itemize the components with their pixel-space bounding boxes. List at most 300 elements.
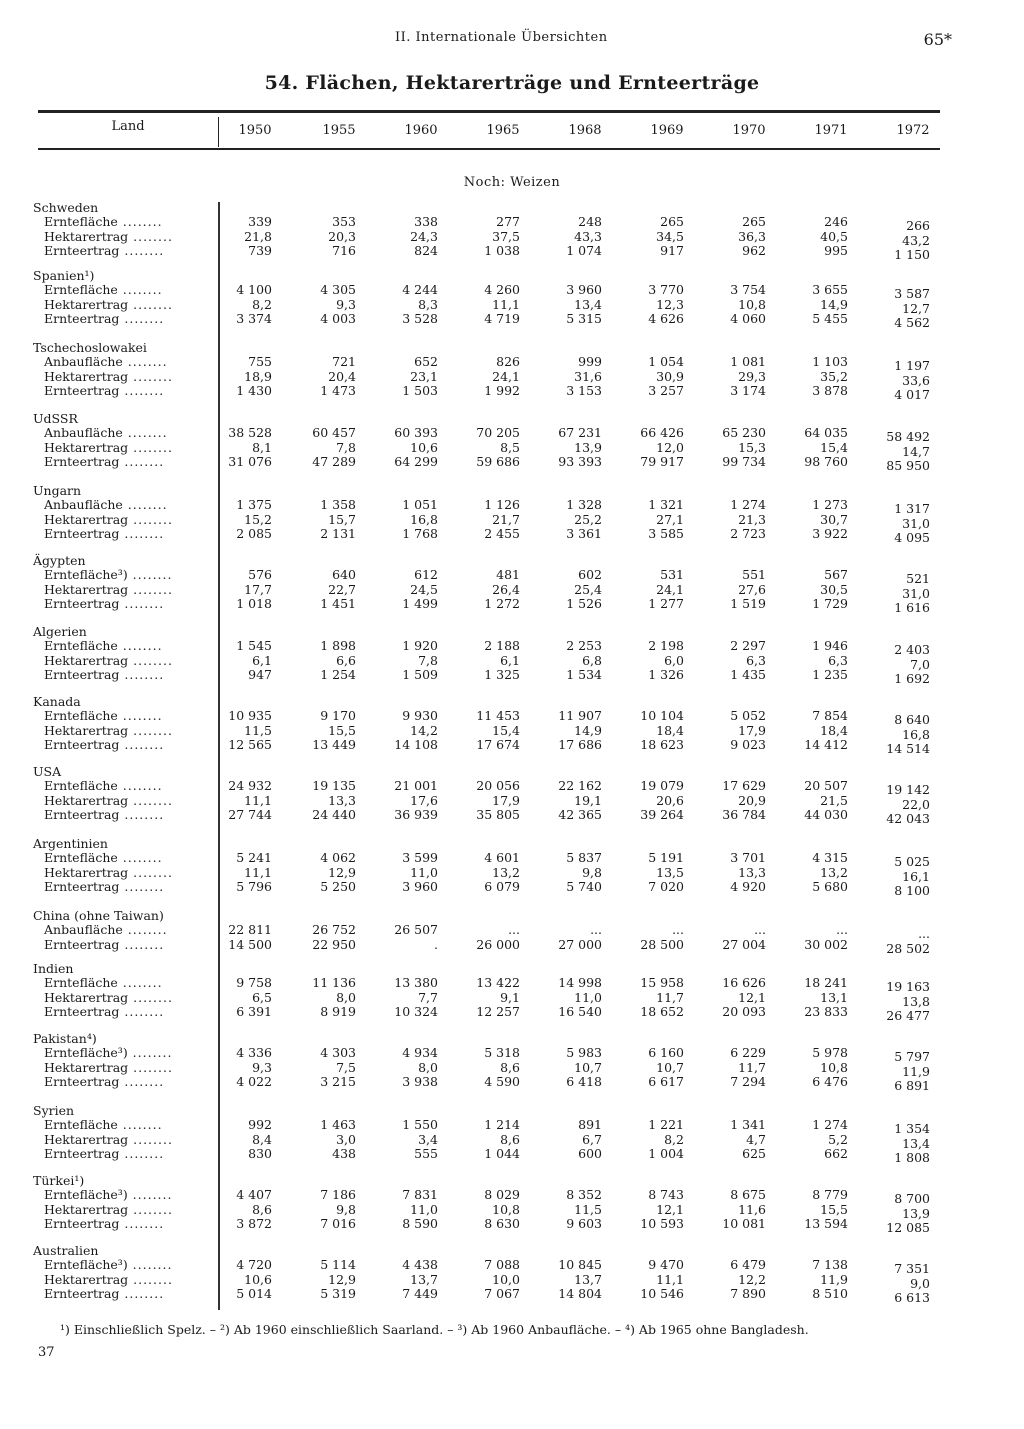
table-cell: 4 720 (236, 1257, 272, 1273)
footnotes: ¹) Einschließlich Spelz. – ²) Ab 1960 einschließlich Saarland. – ³) Ab 1960 Anbaufläche. – ⁴) Ab 1965 ohne Bangladesh. (60, 1322, 809, 1337)
table-cell: 3 361 (566, 526, 602, 542)
table-cell: 1 519 (730, 596, 766, 612)
table-cell: 20,6 (656, 792, 684, 808)
column-header-row (38, 117, 940, 147)
country-name: Algerien (33, 624, 87, 639)
row-label (44, 311, 214, 326)
table-cell: 15,3 (738, 439, 766, 455)
table-cell: 9 023 (730, 737, 766, 753)
leader-dots: ........ (128, 792, 173, 808)
table-cell: 17,9 (738, 722, 766, 738)
leader-dots: ........ (128, 368, 173, 384)
table-cell: 36,3 (738, 228, 766, 244)
table-cell: 11,6 (738, 1201, 766, 1217)
table-cell: 3 938 (402, 1074, 438, 1090)
table-cell: 10 104 (640, 708, 684, 724)
table-cell: 5 250 (320, 879, 356, 895)
row-label-text: Ernteertrag (44, 667, 120, 683)
row-label-text: Erntefläche³) (44, 1045, 128, 1061)
table-cell: 2 455 (484, 526, 520, 542)
table-cell: 34,5 (656, 228, 684, 244)
table-cell: 3 153 (566, 383, 602, 399)
table-cell: 8,2 (664, 1131, 684, 1147)
table-cell: 8,6 (500, 1059, 520, 1075)
row-label-text: Erntefläche (44, 214, 118, 230)
row-label-text: Hektarertrag (44, 722, 129, 738)
leader-dots: ........ (128, 722, 173, 738)
row-label-text: Ernteertrag (44, 879, 120, 895)
table-cell: 7 138 (812, 1257, 848, 1273)
table-cell: 60 393 (394, 425, 438, 441)
table-cell: 12,9 (328, 864, 356, 880)
table-cell: 19,1 (574, 792, 602, 808)
leader-dots: ........ (117, 638, 163, 654)
table-cell: 4 017 (894, 387, 930, 403)
row-label-text: Erntefläche (44, 975, 118, 991)
table-cell: 6 613 (894, 1290, 930, 1306)
table-cell: 6,5 (252, 989, 272, 1005)
table-cell: 17,6 (410, 792, 438, 808)
table-cell: 5 241 (236, 850, 272, 866)
table-cell: 1 081 (730, 354, 766, 370)
table-cell: 13,7 (574, 1271, 602, 1287)
table-cell: 891 (578, 1117, 602, 1133)
row-label-text: Hektarertrag (44, 864, 129, 880)
table-cell: 481 (496, 567, 520, 583)
table-cell: 13 422 (476, 975, 520, 991)
table-cell: 716 (332, 243, 356, 259)
table-cell: 7 294 (730, 1074, 766, 1090)
row-label-text: Anbaufläche (44, 497, 123, 513)
table-cell: 1 499 (402, 596, 438, 612)
table-cell: 4 336 (236, 1045, 272, 1061)
row-label-text: Hektarertrag (44, 1059, 129, 1075)
leader-dots: ........ (119, 243, 165, 259)
row-label-text: Hektarertrag (44, 439, 129, 455)
table-cell: 13 380 (394, 975, 438, 991)
row-label (44, 582, 214, 597)
row-label-text: Hektarertrag (44, 1201, 129, 1217)
table-cell: 1 277 (648, 596, 684, 612)
table-cell: 14,9 (574, 722, 602, 738)
table-cell: 27 004 (722, 936, 766, 952)
leader-dots: ........ (119, 526, 165, 542)
country-name: Türkei¹) (33, 1173, 85, 1188)
table-cell: 3 374 (236, 311, 272, 327)
table-cell: 19 135 (312, 778, 356, 794)
table-cell: 1 272 (484, 596, 520, 612)
table-cell: 6 079 (484, 879, 520, 895)
table-cell: 7,5 (336, 1059, 356, 1075)
table-cell: 4,7 (746, 1131, 766, 1147)
table-cell: 22 811 (228, 922, 272, 938)
table-cell: 9,8 (582, 864, 602, 880)
table-cell: 3 257 (648, 383, 684, 399)
table-cell: 4 062 (320, 850, 356, 866)
running-title: II. Internationale Übersichten (395, 30, 608, 45)
row-label (44, 440, 214, 455)
column-header-year: 1969 (650, 123, 684, 138)
table-cell: 30,5 (820, 581, 848, 597)
table-cell: 99 734 (722, 454, 766, 470)
table-cell: ... (672, 922, 684, 938)
row-label-text: Hektarertrag (44, 228, 129, 244)
table-cell: 8,5 (500, 439, 520, 455)
table-cell: 2 131 (320, 526, 356, 542)
table-cell: 4 095 (894, 530, 930, 546)
table-cell: 7,8 (336, 439, 356, 455)
table-cell: 20 056 (476, 778, 520, 794)
table-cell: 15 958 (640, 975, 684, 991)
table-cell: 18 241 (804, 975, 848, 991)
leader-dots: ........ (117, 214, 163, 230)
table-cell: 29,3 (738, 368, 766, 384)
table-cell: 10,7 (656, 1059, 684, 1075)
row-label-text: Ernteertrag (44, 936, 120, 952)
table-cell: 11 907 (558, 708, 602, 724)
table-cell: 265 (660, 214, 684, 230)
table-cell: 1 545 (236, 638, 272, 654)
row-label-text: Ernteertrag (44, 383, 120, 399)
table-cell: 16,8 (902, 726, 930, 742)
table-cell: 21,7 (492, 511, 520, 527)
row-label (44, 708, 214, 723)
table-cell: 1 274 (730, 497, 766, 513)
table-cell: 4 303 (320, 1045, 356, 1061)
table-cell: 4 562 (894, 315, 930, 331)
row-label (44, 425, 214, 440)
table-cell: 43,3 (574, 228, 602, 244)
table-cell: 21,5 (820, 792, 848, 808)
table-cell: 1 150 (894, 247, 930, 263)
table-cell: 1 038 (484, 243, 520, 259)
column-separator (218, 117, 219, 147)
table-cell: 3 174 (730, 383, 766, 399)
table-cell: 25,2 (574, 511, 602, 527)
table-cell: 7,0 (910, 656, 930, 672)
row-label (44, 667, 214, 682)
row-label (44, 1045, 214, 1060)
row-label (44, 526, 214, 541)
leader-dots: ........ (122, 354, 168, 370)
table-cell: 3,4 (418, 1131, 438, 1147)
table-cell: 6 891 (894, 1078, 930, 1094)
table-cell: 35,2 (820, 368, 848, 384)
table-cell: 13 449 (312, 737, 356, 753)
table-cell: 10 324 (394, 1004, 438, 1020)
table-cell: 4 060 (730, 311, 766, 327)
country-name: China (ohne Taiwan) (33, 908, 164, 923)
table-cell: 11,7 (738, 1059, 766, 1075)
row-label (44, 454, 214, 469)
table-cell: 1 435 (730, 667, 766, 683)
table-cell: 7 088 (484, 1257, 520, 1273)
table-cell: 26,4 (492, 581, 520, 597)
table-cell: 1 463 (320, 1117, 356, 1133)
table-cell: 10,8 (820, 1059, 848, 1075)
table-cell: 8,2 (252, 296, 272, 312)
column-header-year: 1970 (732, 123, 766, 138)
country-name: Syrien (33, 1103, 75, 1118)
table-cell: 3 960 (402, 879, 438, 895)
table-cell: 17 629 (722, 778, 766, 794)
column-header-year: 1972 (896, 123, 930, 138)
table-cell: 8,4 (252, 1131, 272, 1147)
table-cell: 1 051 (402, 497, 438, 513)
leader-dots: ........ (128, 581, 173, 597)
table-cell: 4 305 (320, 282, 356, 298)
country-name: Spanien¹) (33, 268, 95, 283)
table-cell: 7 067 (484, 1286, 520, 1302)
table-cell: 438 (332, 1146, 356, 1162)
table-cell: 8,0 (336, 989, 356, 1005)
table-cell: 3 878 (812, 383, 848, 399)
table-cell: 13,4 (574, 296, 602, 312)
leader-dots: ........ (119, 1146, 165, 1162)
table-cell: 947 (248, 667, 272, 683)
table-cell: 1 103 (812, 354, 848, 370)
table-cell: 6 229 (730, 1045, 766, 1061)
table-cell: 4 407 (236, 1187, 272, 1203)
table-cell: 5 680 (812, 879, 848, 895)
table-cell: 6 391 (236, 1004, 272, 1020)
table-cell: 11,0 (410, 1201, 438, 1217)
table-cell: ... (836, 922, 848, 938)
table-cell: 21,3 (738, 511, 766, 527)
table-cell: 2 403 (894, 642, 930, 658)
table-cell: 7 016 (320, 1216, 356, 1232)
row-label (44, 1060, 214, 1075)
table-cell: 12 085 (886, 1220, 930, 1236)
table-cell: 3 872 (236, 1216, 272, 1232)
row-label (44, 1286, 214, 1301)
column-header-year: 1960 (404, 123, 438, 138)
table-cell: 625 (742, 1146, 766, 1162)
table-cell: 9,3 (336, 296, 356, 312)
table-cell: 1 808 (894, 1150, 930, 1166)
table-cell: 2 253 (566, 638, 602, 654)
table-cell: 15,4 (492, 722, 520, 738)
row-label-text: Erntefläche (44, 778, 118, 794)
table-cell: 28 502 (886, 940, 930, 956)
table-cell: 13 594 (804, 1216, 848, 1232)
table-cell: 11,9 (902, 1063, 930, 1079)
table-cell: 5 025 (894, 854, 930, 870)
table-cell: 11,1 (656, 1271, 684, 1287)
row-label (44, 354, 214, 369)
table-cell: 3 585 (648, 526, 684, 542)
table-cell: 13,3 (328, 792, 356, 808)
table-cell: 17 686 (558, 737, 602, 753)
table-cell: 339 (248, 214, 272, 230)
table-cell: 24,3 (410, 228, 438, 244)
table-cell: 14 998 (558, 975, 602, 991)
leader-dots: ........ (119, 311, 165, 327)
table-cell: 21 001 (394, 778, 438, 794)
country-name: USA (33, 764, 62, 779)
table-cell: 8 700 (894, 1191, 930, 1207)
table-cell: 7 831 (402, 1187, 438, 1203)
table-cell: 11,5 (574, 1201, 602, 1217)
table-cell: 6,8 (582, 652, 602, 668)
table-cell: 64 299 (394, 454, 438, 470)
table-cell: 13,7 (410, 1271, 438, 1287)
table-cell: 1 273 (812, 497, 848, 513)
table-cell: 15,5 (328, 722, 356, 738)
table-cell: 19 142 (886, 782, 930, 798)
row-label (44, 596, 214, 611)
row-label (44, 638, 214, 653)
row-label (44, 807, 214, 822)
table-cell: 830 (248, 1146, 272, 1162)
table-cell: 5 315 (566, 311, 602, 327)
table-cell: 1 358 (320, 497, 356, 513)
table-cell: 58 492 (886, 429, 930, 445)
running-header (0, 30, 1024, 50)
table-cell: 14 500 (228, 936, 272, 952)
table-cell: 13,1 (820, 989, 848, 1005)
table-cell: 15,5 (820, 1201, 848, 1217)
country-name: Indien (33, 961, 74, 976)
table-cell: 5 114 (320, 1257, 356, 1273)
table-cell: 42 043 (886, 811, 930, 827)
table-cell: 10,6 (244, 1271, 272, 1287)
table-cell: 12 257 (476, 1004, 520, 1020)
table-cell: 6,0 (664, 652, 684, 668)
table-cell: 6,3 (828, 652, 848, 668)
table-cell: 8,1 (252, 439, 272, 455)
table-cell: 640 (332, 567, 356, 583)
column-header-year: 1968 (568, 123, 602, 138)
row-label (44, 879, 214, 894)
table-cell: 999 (578, 354, 602, 370)
table-cell: 4 438 (402, 1257, 438, 1273)
table-cell: 1 326 (648, 667, 684, 683)
leader-dots: ........ (119, 667, 165, 683)
row-label-text: Erntefläche (44, 850, 118, 866)
table-cell: 338 (414, 214, 438, 230)
table-cell: 1 768 (402, 526, 438, 542)
table-cell: 66 426 (640, 425, 684, 441)
leader-dots: ........ (119, 454, 165, 470)
table-cell: 3 528 (402, 311, 438, 327)
table-cell: 85 950 (886, 458, 930, 474)
table-cell: 1 375 (236, 497, 272, 513)
table-cell: 9 930 (402, 708, 438, 724)
table-cell: 11,0 (410, 864, 438, 880)
table-cell: 12 565 (228, 737, 272, 753)
table-cell: 16,1 (902, 868, 930, 884)
table-cell: 1 325 (484, 667, 520, 683)
table-cell: 3 770 (648, 282, 684, 298)
table-cell: 30 002 (804, 936, 848, 952)
table-cell: 662 (824, 1146, 848, 1162)
table-cell: 18,9 (244, 368, 272, 384)
column-header-year: 1950 (238, 123, 272, 138)
row-label (44, 1202, 214, 1217)
table-cell: 8 779 (812, 1187, 848, 1203)
row-label-text: Erntefläche (44, 1117, 118, 1133)
row-label-text: Hektarertrag (44, 581, 129, 597)
table-cell: 1 074 (566, 243, 602, 259)
row-label-text: Ernteertrag (44, 807, 120, 823)
table-cell: 11 136 (312, 975, 356, 991)
table-cell: 24 440 (312, 807, 356, 823)
table-cell: 60 457 (312, 425, 356, 441)
table-cell: 4 022 (236, 1074, 272, 1090)
table-cell: 79 917 (640, 454, 684, 470)
table-cell: 16,8 (410, 511, 438, 527)
table-cell: 38 528 (228, 425, 272, 441)
row-label (44, 723, 214, 738)
leader-dots: ........ (127, 1257, 173, 1273)
table-cell: 1 018 (236, 596, 272, 612)
table-cell: 246 (824, 214, 848, 230)
table-cell: 6,7 (582, 1131, 602, 1147)
table-cell: 4 590 (484, 1074, 520, 1090)
country-name: Ungarn (33, 483, 82, 498)
table-cell: 15,7 (328, 511, 356, 527)
table-cell: 10 546 (640, 1286, 684, 1302)
leader-dots: ........ (117, 282, 163, 298)
table-cell: 16 626 (722, 975, 766, 991)
table-cell: 5 837 (566, 850, 602, 866)
leader-dots: ........ (128, 439, 173, 455)
table-cell: 8 029 (484, 1187, 520, 1203)
leader-dots: ........ (117, 975, 163, 991)
table-cell: 1 920 (402, 638, 438, 654)
table-cell: 22,0 (902, 796, 930, 812)
leader-dots: ........ (128, 1131, 173, 1147)
country-name: UdSSR (33, 411, 78, 426)
column-header-year: 1971 (814, 123, 848, 138)
table-cell: 4 920 (730, 879, 766, 895)
table-cell: 5 014 (236, 1286, 272, 1302)
table-cell: 14 514 (886, 741, 930, 757)
table-cell: 1 321 (648, 497, 684, 513)
table-cell: 5 191 (648, 850, 684, 866)
leader-dots: ........ (119, 879, 165, 895)
row-label-text: Hektarertrag (44, 368, 129, 384)
table-cell: 13,2 (820, 864, 848, 880)
leader-dots: ........ (128, 864, 173, 880)
table-cell: 1 004 (648, 1146, 684, 1162)
table-cell: 555 (414, 1146, 438, 1162)
table-cell: 11,1 (492, 296, 520, 312)
row-label (44, 850, 214, 865)
table-cell: 353 (332, 214, 356, 230)
leader-dots: ........ (127, 567, 173, 583)
table-cell: 5 796 (236, 879, 272, 895)
table-cell: 521 (906, 571, 930, 587)
table-cell: 5 983 (566, 1045, 602, 1061)
table-cell: 8 100 (894, 883, 930, 899)
table-cell: 1 729 (812, 596, 848, 612)
table-cell: 6 418 (566, 1074, 602, 1090)
leader-dots: ........ (119, 1216, 165, 1232)
table-cell: ... (918, 926, 930, 942)
table-cell: 12,1 (656, 1201, 684, 1217)
table-cell: 13,3 (738, 864, 766, 880)
table-cell: 14,9 (820, 296, 848, 312)
row-label-text: Hektarertrag (44, 792, 129, 808)
country-name: Ägypten (33, 553, 86, 568)
row-label-text: Hektarertrag (44, 296, 129, 312)
table-cell: 37,5 (492, 228, 520, 244)
table-cell: 14,7 (902, 443, 930, 459)
table-cell: 7,7 (418, 989, 438, 1005)
table-cell: 1 503 (402, 383, 438, 399)
